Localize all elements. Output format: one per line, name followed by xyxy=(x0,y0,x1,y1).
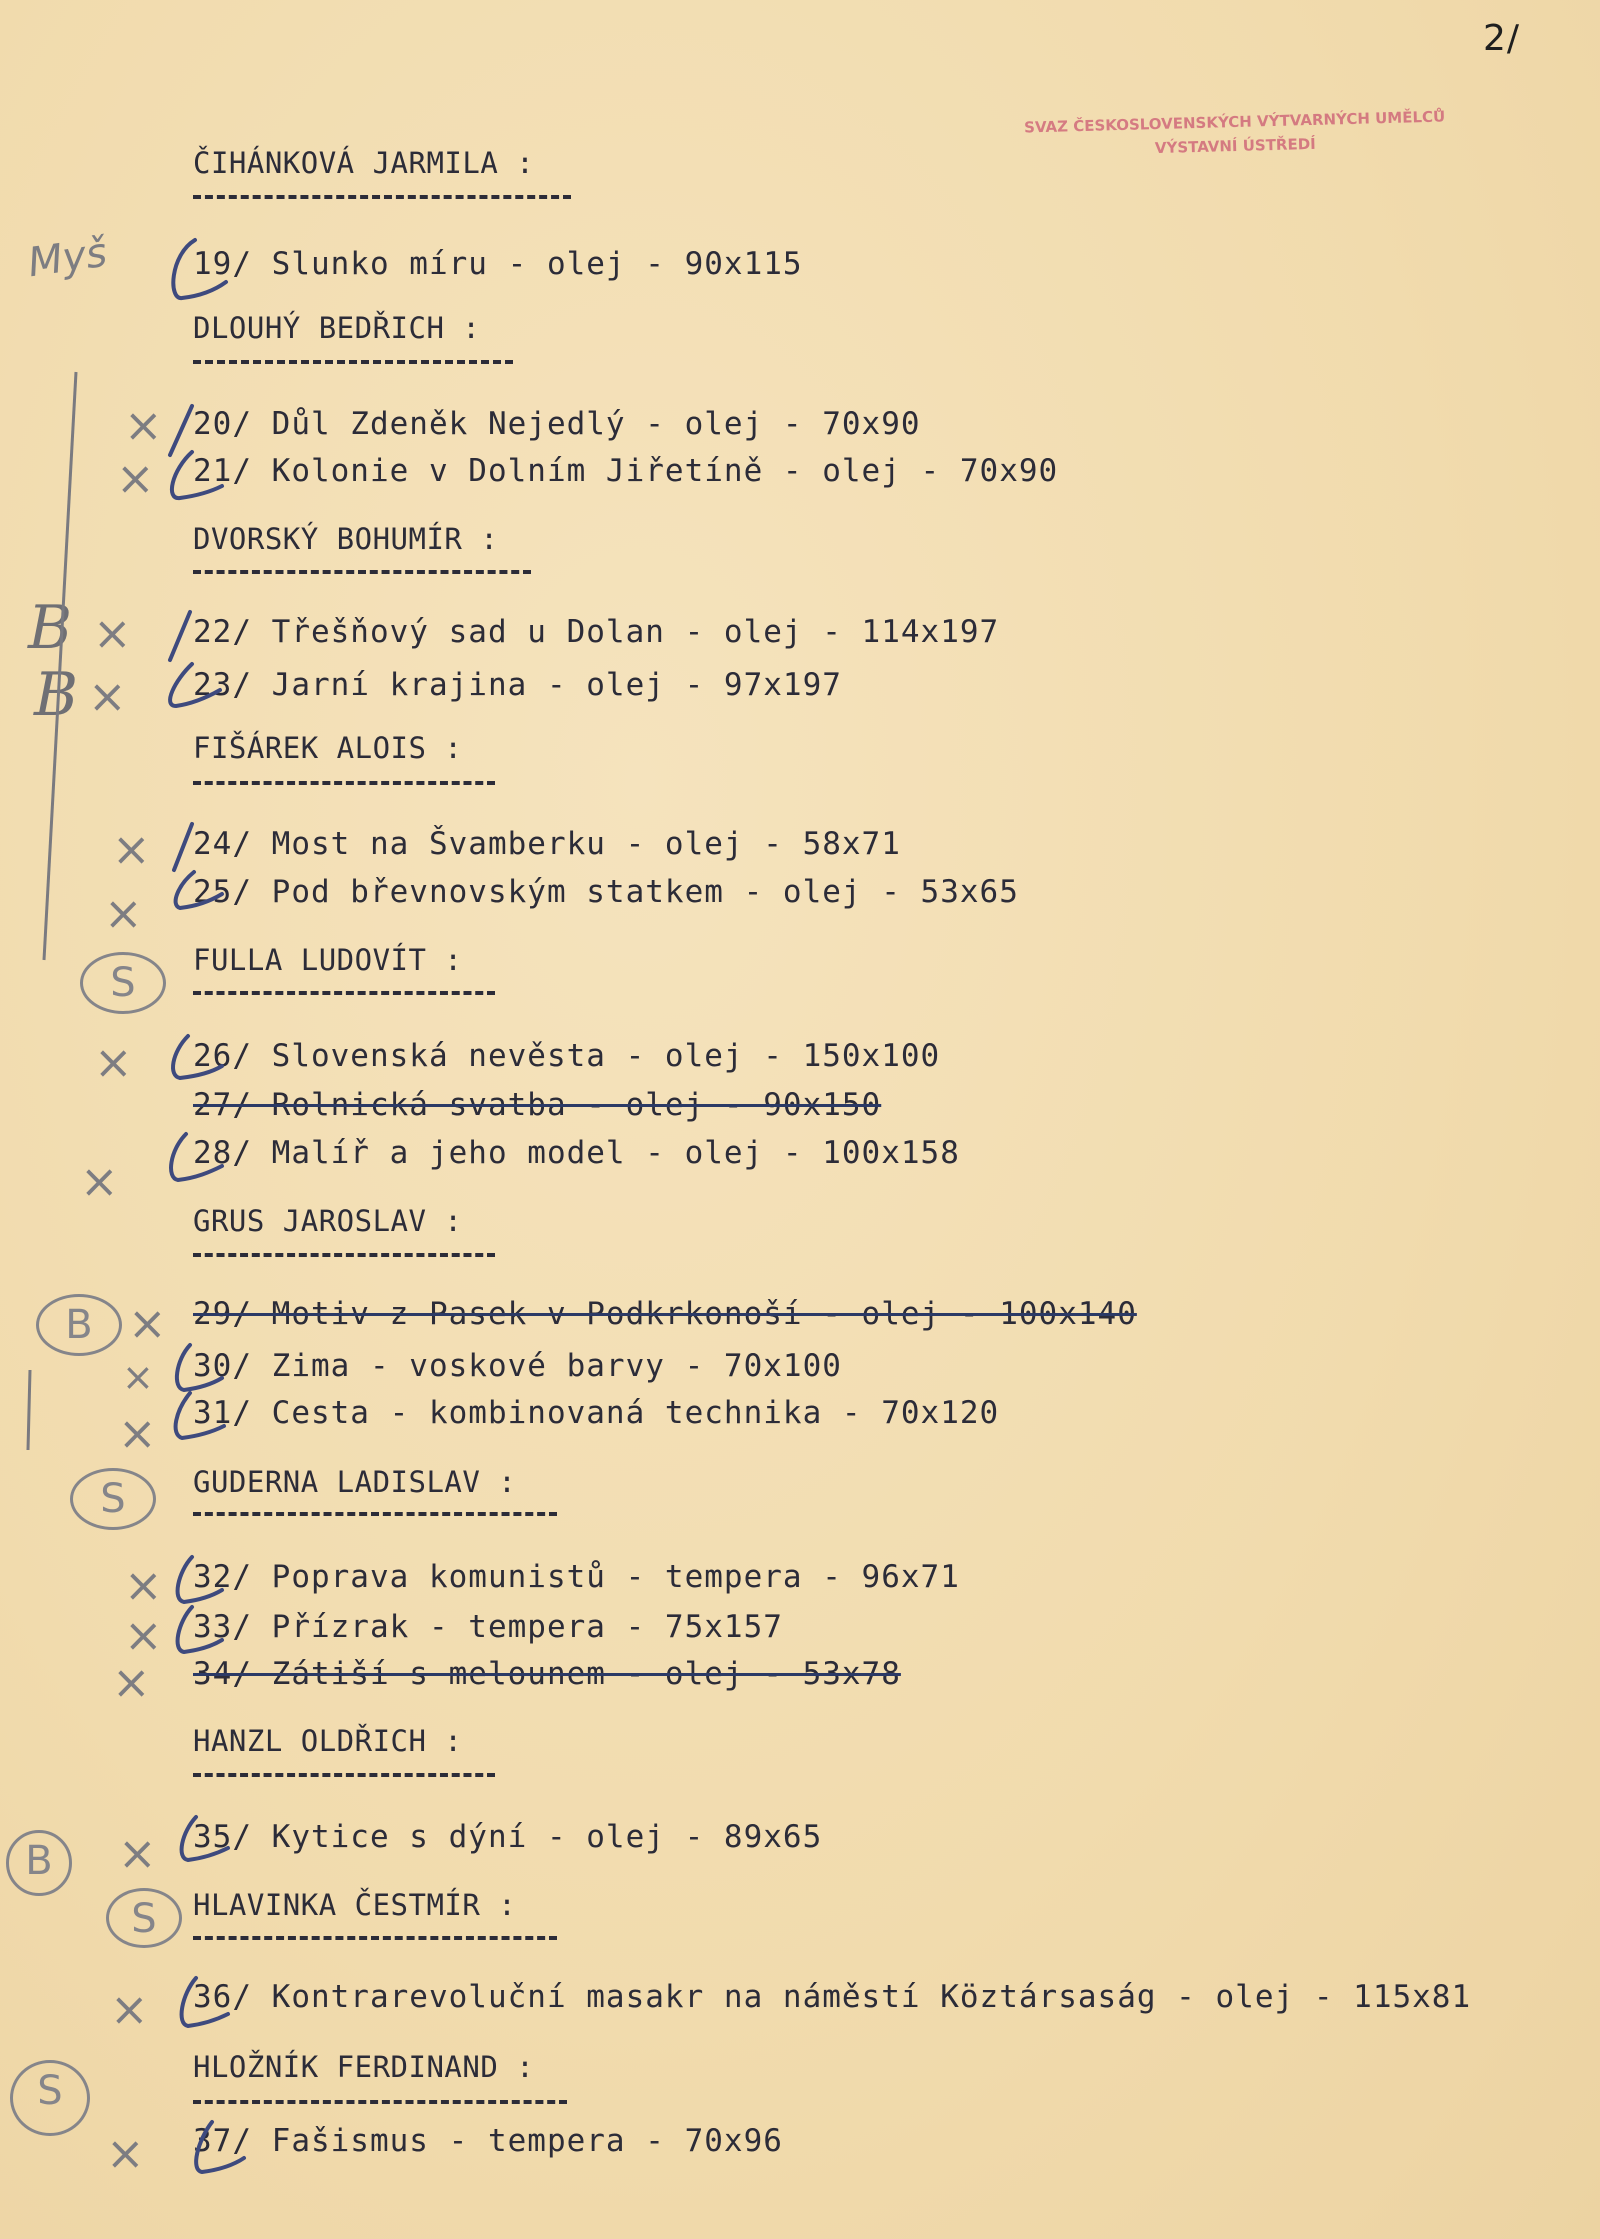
cross-mark: × xyxy=(112,822,151,876)
check-mark-26 xyxy=(173,1036,222,1078)
check-mark-20 xyxy=(170,406,192,455)
artist-heading: FULLA LUDOVÍT : xyxy=(193,943,463,977)
artwork-entry: 19/ Slunko míru - olej - 90x115 xyxy=(193,246,803,282)
artwork-entry: 35/ Kytice s dýní - olej - 89x65 xyxy=(193,1819,823,1855)
check-mark-35 xyxy=(182,1817,228,1860)
cross-mark: × xyxy=(94,1035,133,1089)
artist-heading: FIŠÁREK ALOIS : xyxy=(193,731,463,765)
artwork-entry: 28/ Malíř a jeho model - olej - 100x158 xyxy=(193,1135,960,1171)
check-mark-33 xyxy=(178,1607,222,1652)
check-mark-22 xyxy=(170,612,190,660)
letter-b-mark: B xyxy=(34,660,79,730)
check-mark-21 xyxy=(172,452,222,498)
artist-heading: DLOUHÝ BEDŘICH : xyxy=(193,311,481,345)
circled-s-mark: S xyxy=(10,2060,90,2136)
cross-mark: × xyxy=(88,669,127,723)
margin-bracket-line xyxy=(44,372,76,960)
artwork-entry: 24/ Most na Švamberku - olej - 58x71 xyxy=(193,826,901,862)
cross-mark: × xyxy=(112,1655,151,1709)
circled-s-mark: S xyxy=(106,1888,182,1948)
artist-heading: GRUS JAROSLAV : xyxy=(193,1204,463,1238)
circled-b-mark: B xyxy=(6,1830,72,1896)
check-mark-25 xyxy=(176,872,222,908)
cross-mark: × xyxy=(116,451,155,505)
artist-heading: HANZL OLDŘICH : xyxy=(193,1724,463,1758)
artwork-entry: 36/ Kontrarevoluční masakr na náměstí Köztársaság - olej - 115x81 xyxy=(193,1979,1472,2015)
artwork-entry: 21/ Kolonie v Dolním Jiřetíně - olej - 70x90 xyxy=(193,453,1059,489)
check-mark-28 xyxy=(171,1134,222,1180)
artwork-entry: 22/ Třešňový sad u Dolan - olej - 114x197 xyxy=(193,614,1000,650)
check-mark-32 xyxy=(178,1557,222,1602)
cross-mark: × xyxy=(128,1296,167,1350)
cross-mark: × xyxy=(118,1826,157,1880)
check-marks xyxy=(170,240,244,2172)
circled-b-mark: B xyxy=(36,1294,122,1356)
page-number: 2/ xyxy=(1483,18,1521,59)
artwork-entry-struck: 27/ Rolnická svatba - olej - 90x150 xyxy=(193,1087,882,1123)
margin-note: Myš xyxy=(25,229,110,287)
cross-mark: × xyxy=(110,1982,149,2036)
artist-heading: ČIHÁNKOVÁ JARMILA : xyxy=(193,146,535,180)
cross-mark: × xyxy=(93,606,132,660)
artwork-entry: 31/ Cesta - kombinovaná technika - 70x120 xyxy=(193,1395,1000,1431)
cross-mark: × xyxy=(80,1154,119,1208)
artwork-entry-struck: 34/ Zátiší s melounem - olej - 53x78 xyxy=(193,1656,901,1692)
cross-mark: × xyxy=(124,1558,163,1612)
artist-heading: GUDERNA LADISLAV : xyxy=(193,1465,517,1499)
artwork-entry: 33/ Přízrak - tempera - 75x157 xyxy=(193,1609,783,1645)
artist-heading: HLAVINKA ČESTMÍR : xyxy=(193,1888,517,1922)
artwork-entry: 23/ Jarní krajina - olej - 97x197 xyxy=(193,667,842,703)
cross-mark: × xyxy=(124,1608,163,1662)
artwork-entry: 25/ Pod břevnovským statkem - olej - 53x65 xyxy=(193,874,1019,910)
check-mark-23 xyxy=(170,664,220,706)
check-mark-37 xyxy=(196,2122,244,2172)
stamp-line-2: VÝSTAVNÍ ÚSTŘEDÍ xyxy=(1154,134,1316,158)
check-mark-30 xyxy=(177,1345,222,1390)
cross-mark: × xyxy=(104,886,143,940)
cross-mark: × xyxy=(122,1355,154,1399)
circled-s-mark: S xyxy=(70,1468,156,1530)
check-mark-31 xyxy=(176,1393,224,1438)
margin-bracket-line xyxy=(28,1370,30,1450)
check-mark-19 xyxy=(173,240,226,298)
artwork-entry: 26/ Slovenská nevěsta - olej - 150x100 xyxy=(193,1038,941,1074)
check-mark-36 xyxy=(182,1978,228,2026)
artwork-entry: 20/ Důl Zdeněk Nejedlý - olej - 70x90 xyxy=(193,406,921,442)
cross-mark: × xyxy=(124,398,163,452)
artist-heading: DVORSKÝ BOHUMÍR : xyxy=(193,522,499,556)
artwork-entry: 32/ Poprava komunistů - tempera - 96x71 xyxy=(193,1559,960,1595)
check-mark-24 xyxy=(174,824,192,870)
artwork-entry-struck: 29/ Motiv z Pasek v Podkrkonoší - olej - 100x140 xyxy=(193,1296,1137,1332)
cross-mark: × xyxy=(118,1406,157,1460)
artist-heading: HLOŽNÍK FERDINAND : xyxy=(193,2050,535,2084)
circled-s-mark: S xyxy=(80,952,166,1014)
artwork-entry: 37/ Fašismus - tempera - 70x96 xyxy=(193,2123,783,2159)
letter-b-mark: B xyxy=(28,593,73,663)
artwork-entry: 30/ Zima - voskové barvy - 70x100 xyxy=(193,1348,842,1384)
stamp-line-1: SVAZ ČESKOSLOVENSKÝCH VÝTVARNÝCH UMĚLCŮ xyxy=(1023,107,1446,137)
cross-mark: × xyxy=(106,2126,145,2180)
